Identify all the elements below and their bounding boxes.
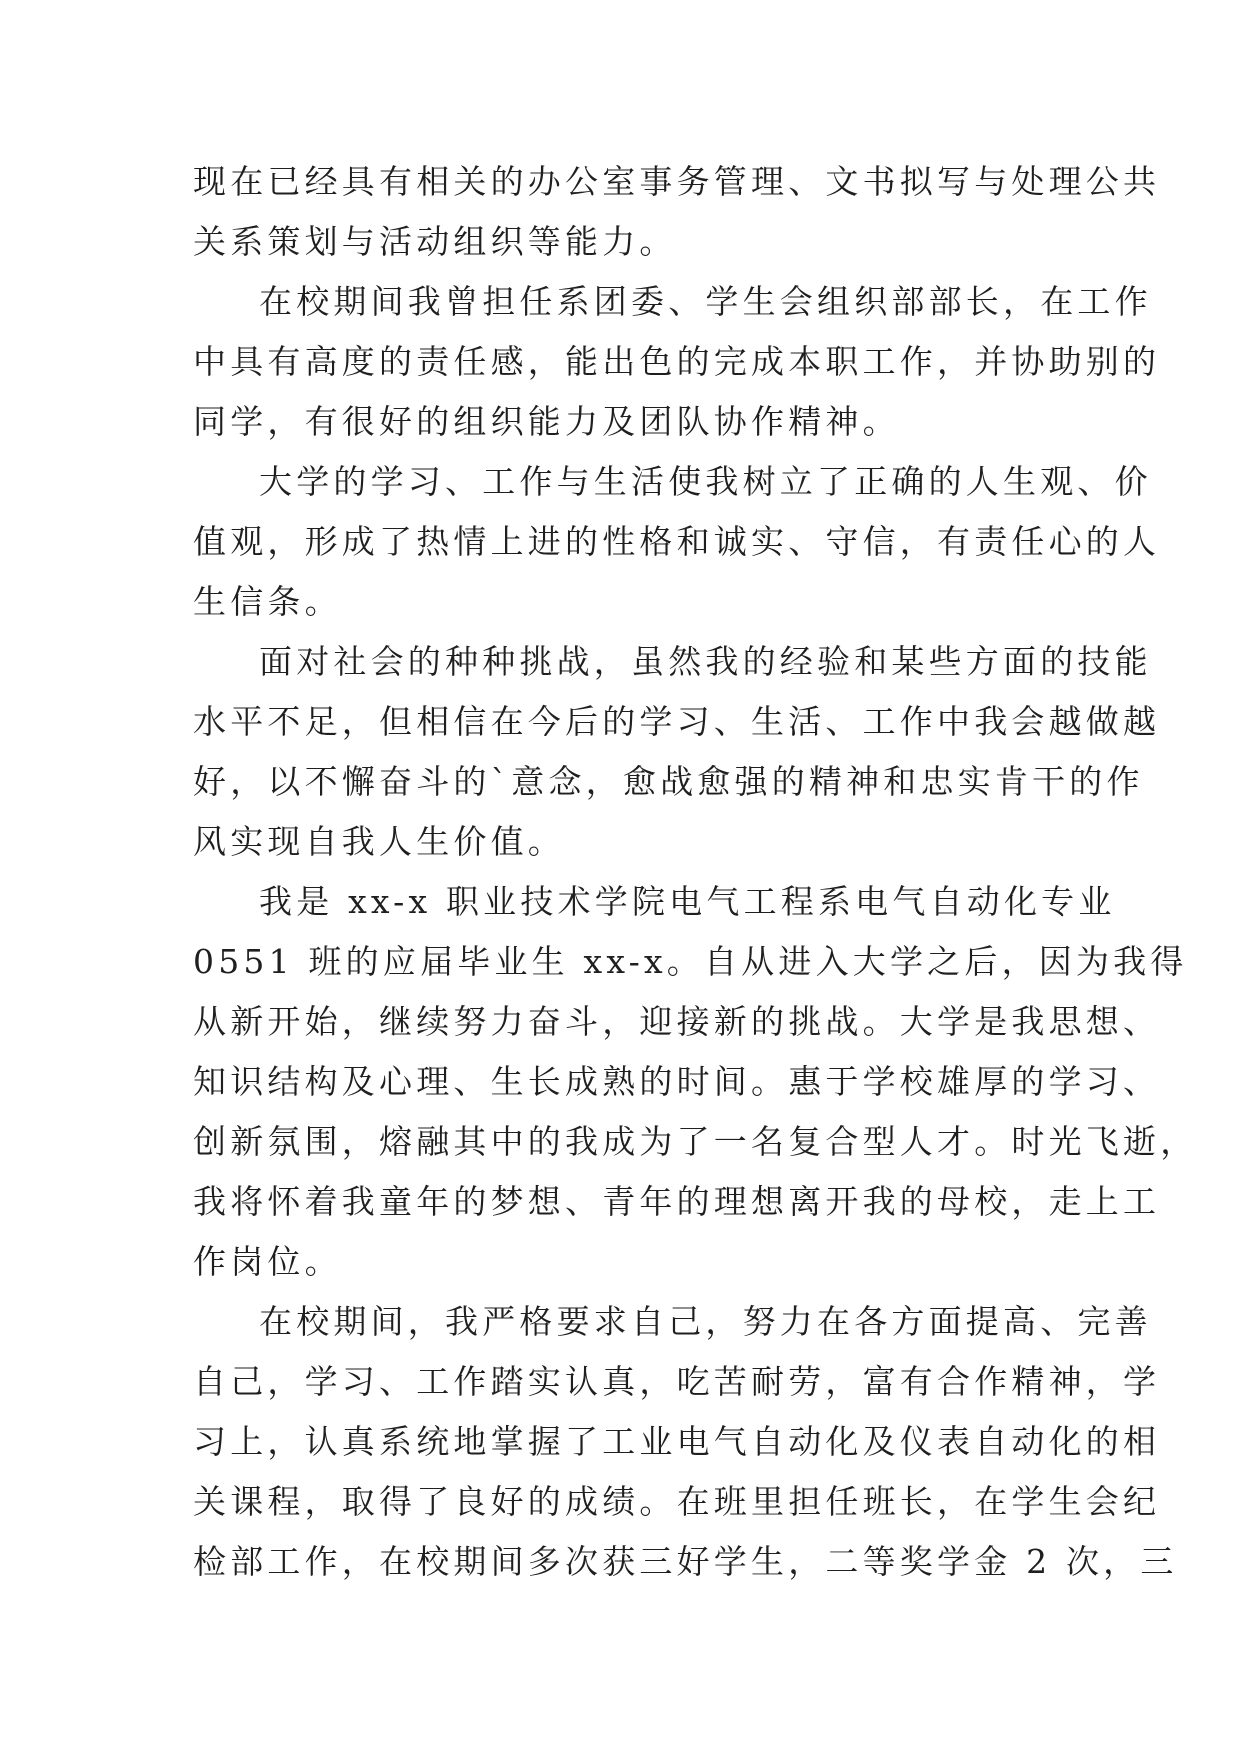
text-line: 面对社会的种种挑战，虽然我的经验和某些方面的技能	[259, 642, 1152, 681]
text-line: 我将怀着我童年的梦想、青年的理想离开我的母校，走上工	[193, 1182, 1161, 1221]
text-line: 在校期间我曾担任系团委、学生会组织部部长，在工作	[259, 282, 1152, 321]
text-line: 值观，形成了热情上进的性格和诚实、守信，有责任心的人	[193, 522, 1161, 561]
text-line: 自己，学习、工作踏实认真，吃苦耐劳，富有合作精神，学	[193, 1362, 1161, 1401]
text-line: 检部工作，在校期间多次获三好学生，二等奖学金 2 次，三	[193, 1542, 1178, 1581]
text-line: 大学的学习、工作与生活使我树立了正确的人生观、价	[259, 462, 1152, 501]
text-line: 习上，认真系统地掌握了工业电气自动化及仪表自动化的相	[193, 1422, 1161, 1461]
text-line: 在校期间，我严格要求自己，努力在各方面提高、完善	[259, 1302, 1152, 1341]
text-line: 关系策划与活动组织等能力。	[193, 222, 677, 261]
document-body	[193, 152, 1198, 1592]
text-line: 作岗位。	[193, 1242, 342, 1281]
text-line: 水平不足，但相信在今后的学习、生活、工作中我会越做越	[193, 702, 1161, 741]
text-line: 我是 xx-x 职业技术学院电气工程系电气自动化专业	[259, 882, 1116, 921]
text-line: 同学，有很好的组织能力及团队协作精神。	[193, 402, 900, 441]
text-line: 创新氛围，熔融其中的我成为了一名复合型人才。时光飞逝，	[193, 1122, 1198, 1161]
text-line: 风实现自我人生价值。	[193, 822, 565, 861]
text-line: 好，以不懈奋斗的`意念，愈战愈强的精神和忠实肯干的作	[193, 762, 1144, 801]
text-line: 关课程，取得了良好的成绩。在班里担任班长，在学生会纪	[193, 1482, 1161, 1521]
text-line: 现在已经具有相关的办公室事务管理、文书拟写与处理公共	[193, 162, 1161, 201]
text-line: 中具有高度的责任感，能出色的完成本职工作，并协助别的	[193, 342, 1161, 381]
text-line: 从新开始，继续努力奋斗，迎接新的挑战。大学是我思想、	[193, 1002, 1161, 1041]
text-line: 0551 班的应届毕业生 xx-x。自从进入大学之后，因为我得	[193, 942, 1188, 981]
text-line: 知识结构及心理、生长成熟的时间。惠于学校雄厚的学习、	[193, 1062, 1161, 1101]
text-line: 生信条。	[193, 582, 342, 621]
